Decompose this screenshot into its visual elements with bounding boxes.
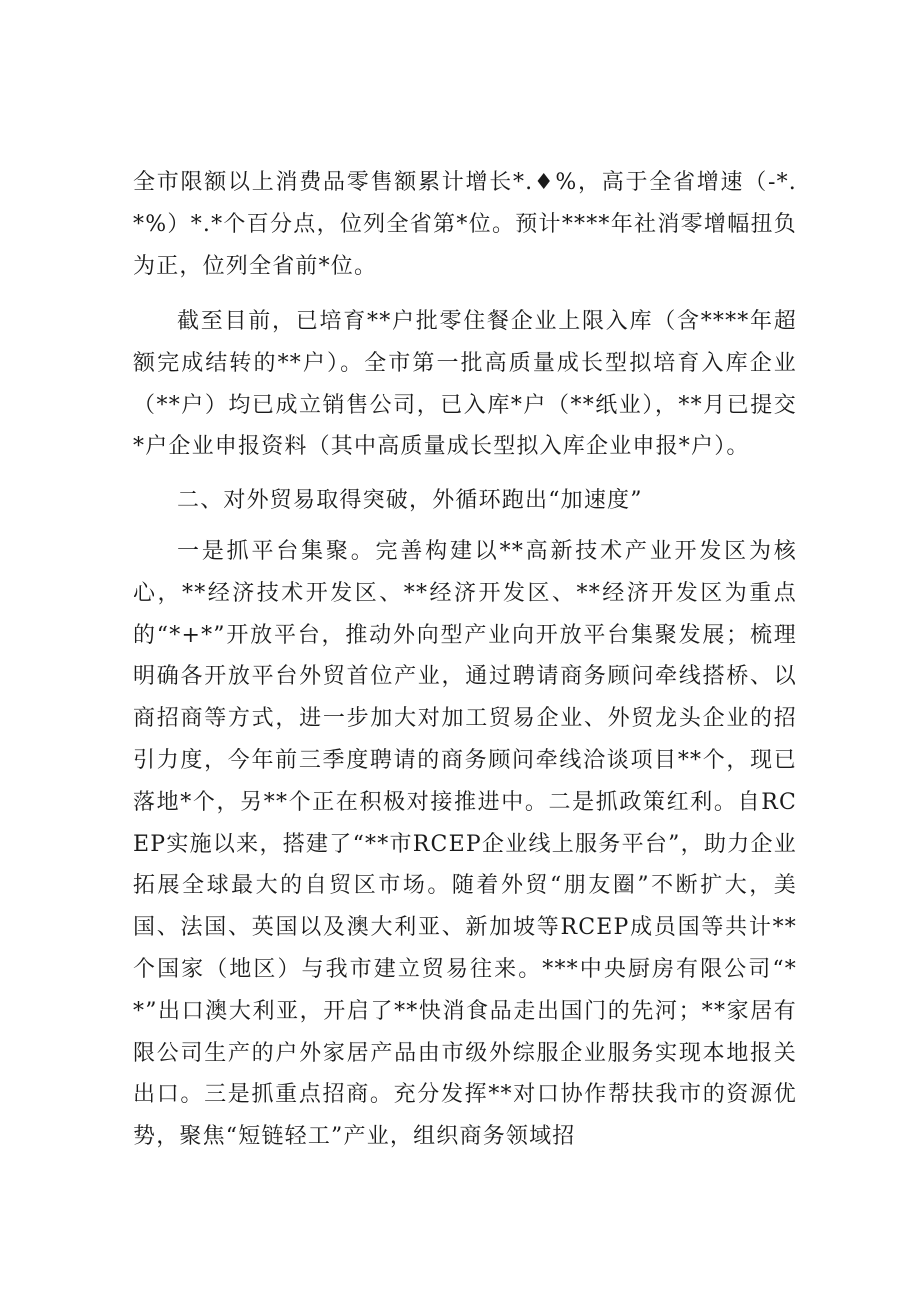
- section-heading-foreign-trade: 二、对外贸易取得突破，外循环跑出“加速度”: [177, 488, 643, 513]
- paragraph-retail-growth: 全市限额以上消费品零售额累计增长*.♦%，高于全省增速（-*.*%）*.*个百分点，位列全省第*位。预计****年社消零增幅扭负为正，位列全省前*位。: [133, 170, 797, 279]
- paragraph-platform-policy-investment: 一是抓平台集聚。完善构建以**高新技术产业开发区为核心，**经济技术开发区、**经济开发区、**经济开发区为重点的“*+*”开放平台，推动外向型产业向开放平台集聚发展；梳理明确各开放平台外贸首位产业，通过聘请商务顾问牵线搭桥、以商招商等方式，进一步加大对加工贸易企业、外贸龙头企业的招引力度，今年前三季度聘请的商务顾问牵线洽谈项目**个，现已落地*个，另**个正在积极对接推进中。二是抓政策红利。自RCEP实施以来，搭建了“**市RCEP企业线上服务平台”，助力企业拓展全球最大的自贸区市场。随着外贸“朋友圈”不断扩大，美国、法国、英国以及澳大利亚、新加坡等RCEP成员国等共计**个国家（地区）与我市建立贸易往来。***中央厨房有限公司“**”出口澳大利亚，开启了**快消食品走出国门的先河；**家居有限公司生产的户外家居产品由市级外综服企业服务实现本地报关出口。三是抓重点招商。充分发挥**对口协作帮扶我市的资源优势，聚焦“短链轻工”产业，组织商务领域招: [133, 539, 797, 1150]
- paragraph-enterprise-cultivation: 截至目前，已培育**户批零住餐企业上限入库（含****年超额完成结转的**户）。全市第一批高质量成长型拟培育入库企业（**户）均已成立销售公司，已入库*户（**纸业），**月已提交*户企业申报资料（其中高质量成长型拟入库企业申报*户）。: [133, 309, 797, 460]
